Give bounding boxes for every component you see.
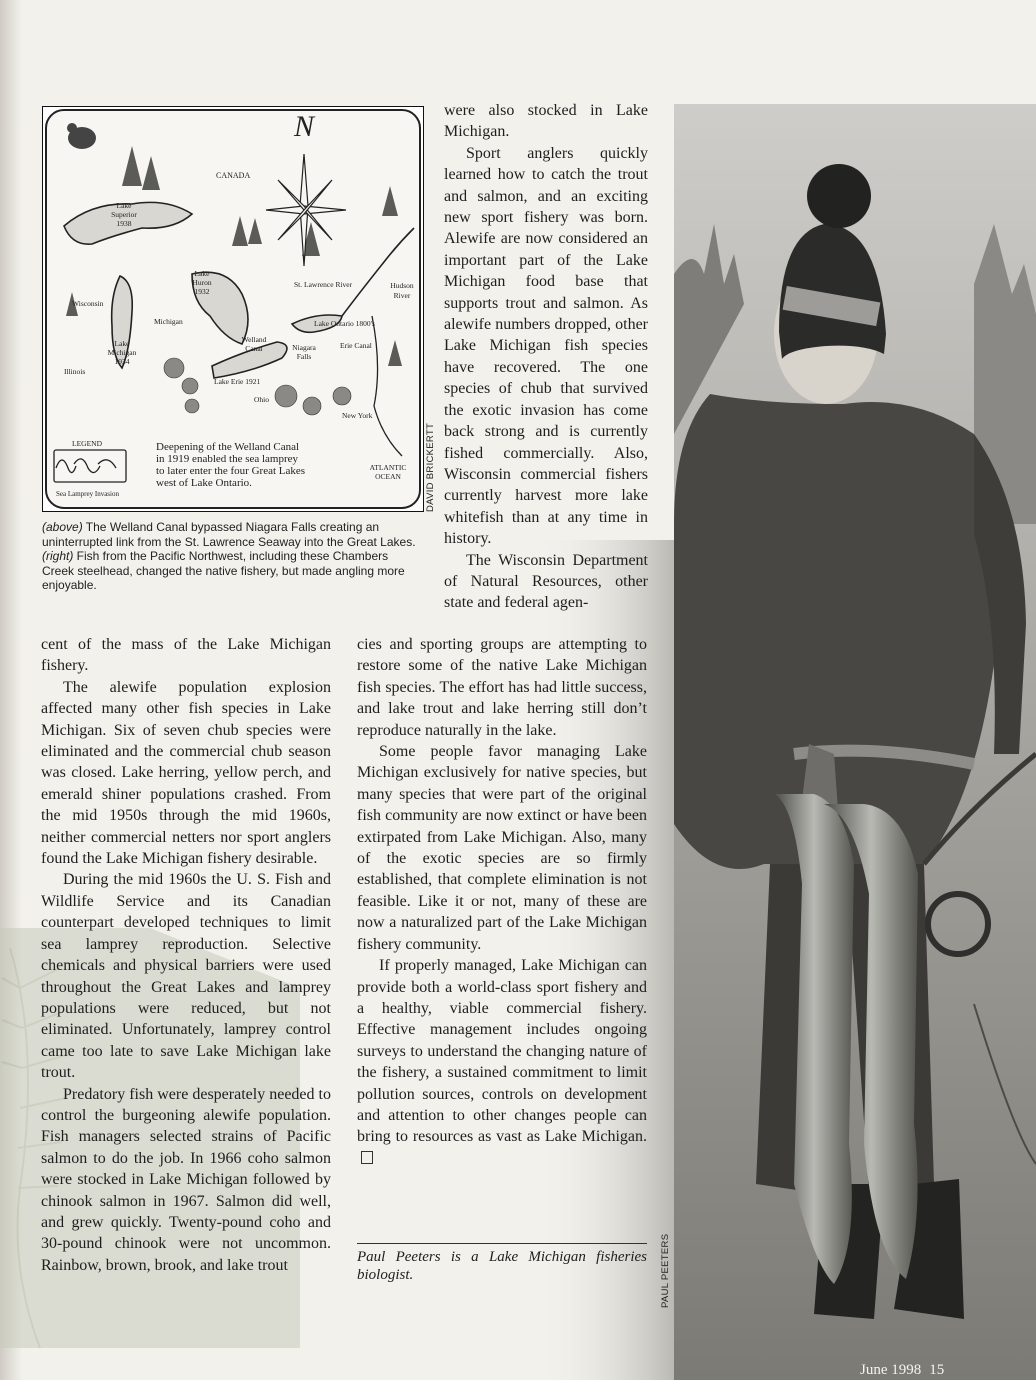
map-label-hudson: Hudson River [390, 281, 414, 300]
map-label-lake-erie: Lake Erie 1921 [214, 377, 261, 386]
map-label-st-lawrence: St. Lawrence River [294, 280, 353, 289]
end-of-article-mark [361, 1151, 373, 1164]
great-lakes-lamprey-map [42, 106, 424, 512]
caption-above: (above) The Welland Canal bypassed Niagara Falls creating an uninterrupted link from the St. Lawrence Seaway into the Great Lakes. [42, 520, 416, 549]
paragraph: The alewife population explosion affected many other fish species in Lake Michigan. Six of seven chub species were eliminated and the commercial chub season was closed. Lake herring, yellow perch, and emerald shiner populations crashed. From the mid 1950s through the mid 1960s, neither commercial netters nor sport anglers found the Lake Michigan fishery desirable. [41, 678, 331, 868]
map-label-lake-superior: Lake Superior 1938 [111, 201, 137, 228]
article-column-3 [444, 100, 648, 614]
map-photo-credit: DAVID BRICKERTT [425, 422, 436, 512]
page-folio [860, 1362, 944, 1379]
map-label-lake-ontario: Lake Ontario 1800's [314, 319, 375, 328]
map-label-niagara: Niagara Falls [292, 343, 316, 361]
map-label-lake-huron: Lake Huron 1932 [192, 269, 212, 296]
map-label-michigan: Michigan [154, 317, 183, 326]
paragraph: Sport anglers quickly learned how to catch the trout and salmon, and an exciting new sport fishery was born. Alewife are now considered an important part of the Lake Michigan food base that supports trout and salmon. As alewife numbers dropped, other Lake Michigan fish species have recovered. The one species of chub that survived the exotic invasion has come back strong and is currently fished commercially. Also, Wisconsin commercial fishers currently harvest more lake whitefish than at any time in history. [444, 144, 648, 548]
map-label-new-york: New York [342, 411, 373, 420]
paragraph: cies and sporting groups are attempting to restore some of the native Lake Michigan fish species. The effort has had little success, and lake trout and lake herring still don’t reproduce naturally in the lake. [357, 636, 647, 739]
issue-date: June 1998 [860, 1362, 922, 1378]
map-label-welland: Welland Canal [241, 335, 267, 353]
map-north-label: N [293, 110, 315, 143]
paragraph: The Wisconsin Department of Natural Resources, other state and federal agen- [444, 551, 648, 612]
paragraph: Predatory fish were desperately needed to control the burgeoning alewife population. Fish managers selected strains of Pacific salmon to do the job. In 1966 coho salmon were stocked in Lake Michigan followed by chinook salmon in 1967. Salmon did well, and grew quickly. Twenty-pound coho and 30-pound chinook were not uncommon. Rainbow, brown, brook, and lake trout [41, 1085, 331, 1274]
map-label-atlantic: ATLANTIC OCEAN [369, 463, 407, 481]
map-legend-item: Sea Lamprey Invasion [56, 490, 119, 498]
figure-caption [42, 520, 422, 593]
paragraph: Some people favor managing Lake Michigan exclusively for native species, but many species that were part of the original fish community are now extinct or have been extirpated from Lake Michigan. Also, many of the exotic species are so firmly established, that complete elimination is not feasible. Like it or not, many of these are now a naturalized part of the Lake Michigan fishery community. [357, 743, 647, 953]
map-label-illinois: Illinois [64, 367, 86, 376]
caption-right: (right) Fish from the Pacific Northwest, including these Chambers Creek steelhead, changed the native fishery, but made angling more enjoyable. [42, 549, 405, 593]
article-column-2 [357, 634, 647, 1169]
map-legend-title: LEGEND [72, 439, 102, 448]
paragraph: were also stocked in Lake Michigan. [444, 102, 648, 141]
paragraph: If properly managed, Lake Michigan can provide both a world-class sport fishery and a healthy, viable commercial fishery. Effective management includes ongoing surveys to understand the changing nature of the fishery, a sustained commitment to limit pollution sources, controls on development and attention to other changes people can bring to resources as vast as Lake Michigan. [357, 955, 647, 1169]
paragraph: cent of the mass of the Lake Michigan fishery. [41, 636, 331, 675]
map-label-wisconsin: Wisconsin [72, 299, 104, 308]
author-bio: Paul Peeters is a Lake Michigan fisheries biologist. [357, 1249, 647, 1283]
map-label-ohio: Ohio [254, 395, 269, 404]
paragraph: During the mid 1960s the U. S. Fish and Wildlife Service and its Canadian counterpart developed techniques to limit sea lamprey reproduction. Selective chemicals and physical barriers were used throughout the Great Lakes and lamprey populations were reduced, but not eliminated. Unfortunately, lamprey control came too late to save Lake Michigan lake trout. [41, 871, 331, 1082]
article-column-1 [41, 634, 331, 1276]
map-inset-caption: Deepening of the Welland Canal in 1919 enabled the sea lamprey to later enter the four Great Lakes west of Lake Ontario. [156, 441, 306, 489]
map-label-erie-canal: Erie Canal [340, 341, 372, 350]
map-label-canada: CANADA [216, 171, 251, 180]
author-bio-rule [357, 1243, 647, 1244]
angler-photo [674, 104, 1036, 1380]
photo-credit: PAUL PEETERS [660, 1233, 671, 1308]
page-number: 15 [929, 1362, 945, 1378]
map-label-lake-michigan: Lake Michigan 1934 [107, 339, 137, 366]
